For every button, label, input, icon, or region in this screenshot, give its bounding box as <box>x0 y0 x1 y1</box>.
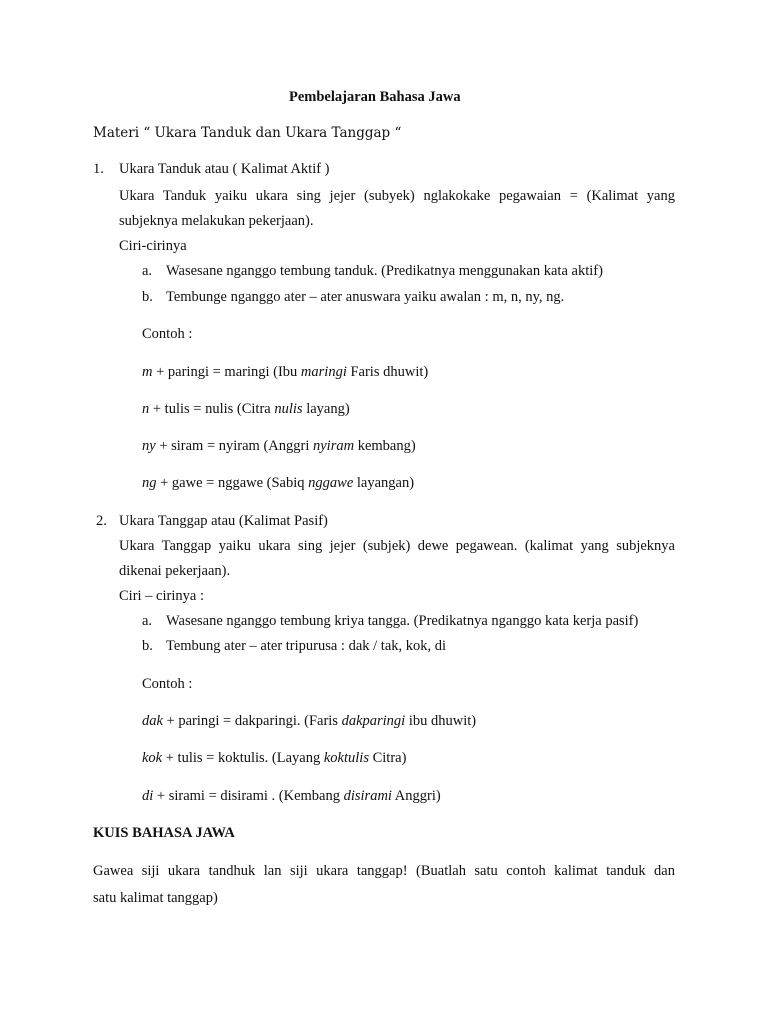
section1-example-m: m + paringi = maringi (Ibu maringi Faris dhuwit) <box>142 364 429 380</box>
section2-point-a-marker: a. <box>142 613 153 629</box>
section1-desc-line1: Ukara Tanduk yaiku ukara sing jejer (subyek) nglakokake pegawaian = (Kalimat yang <box>119 188 675 204</box>
section2-example-di: di + sirami = disirami . (Kembang disirami Anggri) <box>142 788 441 804</box>
section1-example-n: n + tulis = nulis (Citra nulis layang) <box>142 401 350 417</box>
section2-point-b-text: Tembung ater – ater tripurusa : dak / tak, kok, di <box>166 638 447 654</box>
section2-contoh-label: Contoh : <box>142 676 193 692</box>
section2-example-kok: kok + tulis = koktulis. (Layang koktulis Citra) <box>142 750 407 766</box>
section2-ciri-label: Ciri – cirinya : <box>119 588 204 604</box>
page-title: Pembelajaran Bahasa Jawa <box>289 89 461 105</box>
section1-point-a-marker: a. <box>142 263 153 279</box>
section1-point-b-text: Tembunge nganggo ater – ater anuswara yaiku awalan : m, n, ny, ng. <box>166 289 565 305</box>
section1-point-a-text: Wasesane nganggo tembung tanduk. (Predikatnya menggunakan kata aktif) <box>166 263 603 279</box>
section2-number: 2. <box>96 513 107 529</box>
quiz-title: KUIS BAHASA JAWA <box>93 825 235 841</box>
section1-contoh-label: Contoh : <box>142 326 193 342</box>
section1-number: 1. <box>93 161 104 177</box>
section2-point-b-marker: b. <box>142 638 153 654</box>
section2-point-a-text: Wasesane nganggo tembung kriya tangga. (Predikatnya nganggo kata kerja pasif) <box>166 613 639 629</box>
section2-heading: Ukara Tanggap atau (Kalimat Pasif) <box>119 513 328 529</box>
section1-heading: Ukara Tanduk atau ( Kalimat Aktif ) <box>119 161 330 177</box>
section2-example-dak: dak + paringi = dakparingi. (Faris dakparingi ibu dhuwit) <box>142 713 477 729</box>
section2-desc-line2: dikenai pekerjaan). <box>119 563 231 579</box>
section1-example-ng: ng + gawe = nggawe (Sabiq nggawe layangan) <box>142 475 415 491</box>
section1-ciri-label: Ciri-cirinya <box>119 238 187 254</box>
quiz-line1: Gawea siji ukara tandhuk lan siji ukara tanggap! (Buatlah satu contoh kalimat tanduk dan <box>93 863 675 879</box>
section1-example-ny: ny + siram = nyiram (Anggri nyiram kembang) <box>142 438 416 454</box>
section2-desc-line1: Ukara Tanggap yaiku ukara sing jejer (subjek) dewe pegawean. (kalimat yang subjeknya <box>119 538 675 554</box>
section1-desc-line2: subjeknya melakukan pekerjaan). <box>119 213 314 229</box>
materi-line: Materi “ Ukara Tanduk dan Ukara Tanggap “ <box>93 125 402 141</box>
quiz-line2: satu kalimat tanggap) <box>93 890 218 906</box>
section1-point-b-marker: b. <box>142 289 153 305</box>
